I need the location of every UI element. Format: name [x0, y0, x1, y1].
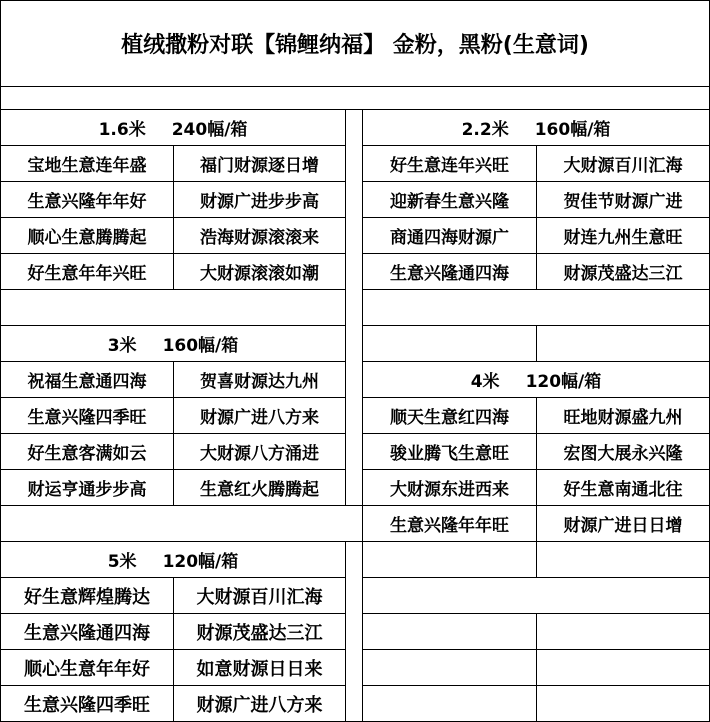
blank-cell	[362, 325, 537, 362]
couplet-5m-left: 顺心生意年年好	[0, 649, 174, 686]
couplet-4m-right: 宏图大展永兴隆	[536, 433, 710, 470]
couplet-5m-right: 财源广进八方来	[173, 685, 346, 722]
count-label-4m: 120幅/箱	[525, 372, 602, 392]
size-label-5m: 5米	[107, 552, 137, 572]
couplet-4m-left: 大财源东进西来	[362, 469, 537, 506]
couplet-3m-left: 祝福生意通四海	[0, 361, 174, 398]
blank-cell	[362, 685, 537, 722]
count-label-3m: 160幅/箱	[162, 336, 239, 356]
couplet-3m-right: 生意红火腾腾起	[173, 469, 346, 506]
couplet-1.6m-right: 浩海财源滚滚来	[173, 217, 346, 254]
couplet-3m-left: 生意兴隆四季旺	[0, 397, 174, 434]
couplet-1.6m-left: 顺心生意腾腾起	[0, 217, 174, 254]
separator-column	[345, 109, 363, 506]
blank-row	[362, 577, 710, 614]
blank-cell	[536, 649, 710, 686]
blank-strip	[0, 86, 710, 110]
couplet-2.2m-right: 大财源百川汇海	[536, 145, 710, 182]
couplet-4m-left: 生意兴隆年年旺	[362, 505, 537, 542]
couplet-2.2m-right: 财连九州生意旺	[536, 217, 710, 254]
page-title: 植绒撒粉对联【锦鲤纳福】 金粉，黑粉(生意词)	[0, 0, 710, 87]
couplet-1.6m-right: 财源广进步步高	[173, 181, 346, 218]
couplet-1.6m-left: 好生意年年兴旺	[0, 253, 174, 290]
couplet-5m-left: 好生意辉煌腾达	[0, 577, 174, 614]
couplet-1.6m-left: 宝地生意连年盛	[0, 145, 174, 182]
couplet-3m-right: 财源广进八方来	[173, 397, 346, 434]
couplet-1.6m-right: 福门财源逐日增	[173, 145, 346, 182]
blank-cell	[536, 613, 710, 650]
blank-cell	[362, 613, 537, 650]
size-label-1.6m: 1.6米	[98, 120, 146, 140]
header-4m	[362, 361, 710, 398]
blank-cell	[536, 685, 710, 722]
couplet-2.2m-right: 贺佳节财源广进	[536, 181, 710, 218]
couplet-5m-right: 大财源百川汇海	[173, 577, 346, 614]
header-5m	[0, 541, 346, 578]
blank-row	[0, 505, 363, 542]
size-label-4m: 4米	[470, 372, 500, 392]
couplet-5m-left: 生意兴隆四季旺	[0, 685, 174, 722]
blank-cell	[536, 325, 710, 362]
couplet-2.2m-left: 生意兴隆通四海	[362, 253, 537, 290]
separator-column	[345, 541, 363, 722]
couplet-3m-left: 好生意客满如云	[0, 433, 174, 470]
size-label-2.2m: 2.2米	[461, 120, 509, 140]
couplet-3m-right: 贺喜财源达九州	[173, 361, 346, 398]
blank-row	[0, 289, 346, 326]
couplet-5m-right: 如意财源日日来	[173, 649, 346, 686]
couplet-5m-right: 财源茂盛达三江	[173, 613, 346, 650]
couplet-5m-left: 生意兴隆通四海	[0, 613, 174, 650]
count-label-1.6m: 240幅/箱	[171, 120, 248, 140]
blank-row	[362, 289, 710, 326]
header-1.6m	[0, 109, 346, 146]
couplet-3m-right: 大财源八方涌进	[173, 433, 346, 470]
couplet-2.2m-left: 好生意连年兴旺	[362, 145, 537, 182]
couplet-1.6m-right: 大财源滚滚如潮	[173, 253, 346, 290]
couplet-4m-left: 骏业腾飞生意旺	[362, 433, 537, 470]
couplet-4m-right: 旺地财源盛九州	[536, 397, 710, 434]
couplet-4m-right: 财源广进日日增	[536, 505, 710, 542]
couplet-4m-right: 好生意南通北往	[536, 469, 710, 506]
couplet-2.2m-left: 迎新春生意兴隆	[362, 181, 537, 218]
couplet-1.6m-left: 生意兴隆年年好	[0, 181, 174, 218]
blank-cell	[536, 541, 710, 578]
couplet-2.2m-right: 财源茂盛达三江	[536, 253, 710, 290]
couplet-4m-left: 顺天生意红四海	[362, 397, 537, 434]
couplet-2.2m-left: 商通四海财源广	[362, 217, 537, 254]
header-3m	[0, 325, 346, 362]
count-label-2.2m: 160幅/箱	[534, 120, 611, 140]
header-2.2m	[362, 109, 710, 146]
blank-cell	[362, 541, 537, 578]
blank-cell	[362, 649, 537, 686]
size-label-3m: 3米	[107, 336, 137, 356]
couplet-3m-left: 财运亨通步步高	[0, 469, 174, 506]
count-label-5m: 120幅/箱	[162, 552, 239, 572]
